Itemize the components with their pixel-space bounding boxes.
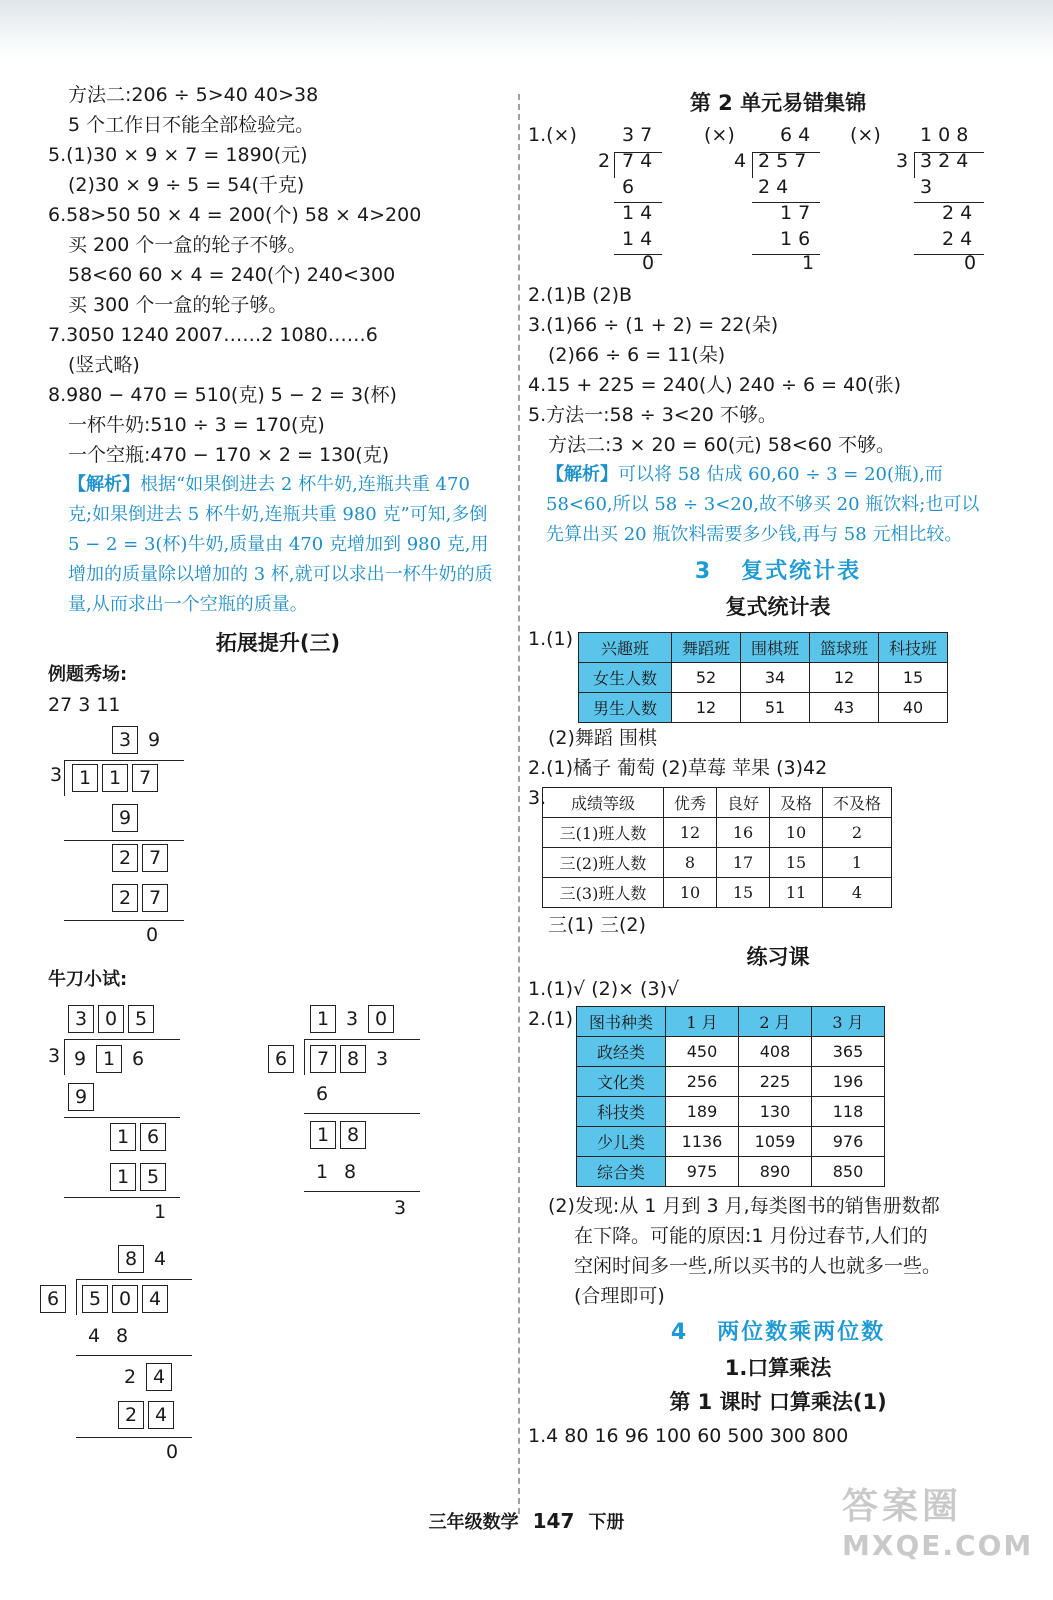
table-cell: 12 — [810, 663, 879, 693]
section-4-heading — [528, 1315, 1028, 1351]
table-cell: 408 — [739, 1037, 812, 1067]
table-header: 围棋班 — [741, 633, 810, 663]
long-division-trial-1 — [48, 1001, 208, 1221]
dividend: 2 5 7 — [758, 150, 807, 172]
table-header: 优秀 — [664, 788, 717, 818]
table3-block — [528, 1004, 1028, 1187]
text-line: 5 个工作日不能全部检验完。 — [68, 114, 315, 136]
quotient-box: 8 — [118, 1245, 144, 1273]
quotient-box: 0 — [368, 1005, 394, 1033]
text-line: 2.(1)橘子 葡萄 (2)草莓 苹果 (3)42 — [528, 757, 828, 779]
text-line: 买 300 个一盒的轮子够。 — [68, 294, 288, 316]
table-header: 1 月 — [666, 1007, 739, 1037]
text-line: 空闲时间多一些,所以买书的人也就多一些。 — [574, 1255, 942, 1277]
table-cell: 12 — [664, 818, 717, 848]
trial-label: 牛刀小试: — [48, 969, 128, 990]
remainder: 3 — [393, 1197, 407, 1219]
example-label: 例题秀场: — [48, 664, 128, 685]
quotient: 6 4 — [780, 124, 811, 146]
unit-title: 第 2 单元易错集锦 — [689, 91, 867, 115]
row-header: 男生人数 — [579, 693, 672, 723]
text-line: 7.3050 1240 2007……2 1080……6 — [48, 324, 378, 346]
analysis-text: 可以将 58 估成 60,60 ÷ 3 = 20(瓶),而 58<60,所以 58 ÷ 3<20,故不够买 20 瓶饮料;也可以先算出买 20 瓶饮料需要多少钱,再与 58 元相比较。 — [546, 464, 980, 545]
text-line: 一个空瓶:470 − 170 × 2 = 130(克) — [68, 444, 390, 466]
text-line: 5.(1)30 × 9 × 7 = 1890(元) — [48, 144, 308, 166]
table-cell: 10 — [770, 818, 823, 848]
table-cell: 40 — [879, 693, 948, 723]
dividend-digit: 6 — [131, 1048, 145, 1070]
q1-label: 1.(×) — [528, 124, 577, 146]
table-cell: 365 — [812, 1037, 885, 1067]
watermark-text: 答案圈 — [842, 1486, 963, 1527]
practice-title: 练习课 — [746, 945, 810, 969]
table-cell: 15 — [717, 878, 770, 908]
remainder: 0 — [145, 924, 159, 946]
step: 2 4 — [942, 228, 973, 250]
table-cell: 52 — [672, 663, 741, 693]
table-cell: 975 — [666, 1157, 739, 1187]
step: 3 — [920, 176, 933, 198]
dividend-box: 0 — [112, 1285, 138, 1313]
table-cell: 12 — [672, 693, 741, 723]
right-column — [528, 86, 1028, 1451]
dividend-digit: 9 — [73, 1048, 87, 1070]
row-header: 政经类 — [577, 1037, 666, 1067]
watermark-url: MXQE.COM — [842, 1529, 1034, 1562]
dividend-box: 1 — [72, 764, 98, 792]
row-header: 文化类 — [577, 1067, 666, 1097]
table-header: 及格 — [770, 788, 823, 818]
text-line: 3.(1)66 ÷ (1 + 2) = 22(朵) — [528, 314, 779, 336]
text-line: 在下降。可能的原因:1 月份过春节,人们的 — [574, 1225, 928, 1247]
table-cell: 196 — [812, 1067, 885, 1097]
q1-divisions — [528, 120, 1028, 280]
text-line: 58<60 60 × 4 = 240(个) 240<300 — [68, 264, 396, 286]
divisor: 3 — [896, 150, 909, 172]
row-header: 三(3)班人数 — [543, 878, 664, 908]
text-line: 6.58>50 50 × 4 = 200(个) 58 × 4>200 — [48, 204, 422, 226]
analysis-block — [528, 460, 986, 550]
step: 2 4 — [758, 176, 789, 198]
interest-class-table — [578, 632, 948, 723]
text-line: 8.980 − 470 = 510(克) 5 − 2 = 3(杯) — [48, 384, 397, 406]
step-box: 2 — [118, 1401, 144, 1429]
dividend-digit: 3 — [375, 1048, 389, 1070]
section-number: 3 — [694, 559, 713, 584]
long-division-trial-2 — [270, 1001, 440, 1221]
row-header: 综合类 — [577, 1157, 666, 1187]
table-header: 兴趣班 — [579, 633, 672, 663]
divisor-box: 6 — [40, 1285, 66, 1313]
quotient-digit: 4 — [153, 1248, 167, 1270]
grade-table — [542, 787, 892, 908]
table-cell: 850 — [812, 1157, 885, 1187]
section-title: 两位数乘两位数 — [717, 1320, 886, 1345]
step-box: 1 — [110, 1123, 136, 1151]
table-label: 2.(1) — [528, 1008, 574, 1030]
table-cell: 2 — [823, 818, 892, 848]
step-box: 1 — [110, 1163, 136, 1191]
text-line: (2)舞蹈 围棋 — [548, 727, 657, 749]
text-line: 1.(1)√ (2)× (3)√ — [528, 978, 680, 1000]
section-number: 4 — [670, 1320, 689, 1345]
step-box: 7 — [142, 844, 168, 872]
analysis-tag: 【解析】 — [68, 474, 140, 495]
row-header: 三(2)班人数 — [543, 848, 664, 878]
dividend-box: 4 — [142, 1285, 168, 1313]
example-line: 27 3 11 — [48, 694, 121, 716]
table-header: 不及格 — [823, 788, 892, 818]
dividend-box: 7 — [132, 764, 158, 792]
text-line: 三(1) 三(2) — [548, 914, 646, 936]
table-cell: 450 — [666, 1037, 739, 1067]
step: 1 7 — [780, 202, 811, 224]
analysis-text: 根据“如果倒进去 2 杯牛奶,连瓶共重 470 克;如果倒进去 5 杯牛奶,连瓶共重 980 克”可知,多倒 5 − 2 = 3(杯)牛奶,质量由 470 克增加到 980 克,用增加的质量除以增加的 3 杯,就可以求出一杯牛奶的质量,从而求出一个空瓶的质量。 — [68, 474, 493, 615]
remainder: 1 — [802, 252, 815, 274]
table-cell: 8 — [664, 848, 717, 878]
text-line: 一杯牛奶:510 ÷ 3 = 170(克) — [68, 414, 325, 436]
table1-block — [528, 624, 1028, 723]
dividend-box: 7 — [310, 1045, 336, 1073]
remainder: 1 — [153, 1201, 167, 1223]
table-cell: 17 — [717, 848, 770, 878]
quotient-digit: 3 — [345, 1008, 359, 1030]
text-line: 方法二:3 × 20 = 60(元) 58<60 不够。 — [548, 434, 896, 456]
text-line: (竖式略) — [68, 354, 140, 376]
dividend-box: 5 — [82, 1285, 108, 1313]
q1-mark: (×) — [850, 124, 881, 146]
step-digit: 8 — [343, 1161, 357, 1183]
lesson-title: 第 1 课时 口算乘法(1) — [669, 1390, 887, 1414]
table-cell: 11 — [770, 878, 823, 908]
table-cell: 51 — [741, 693, 810, 723]
dividend: 7 4 — [622, 150, 653, 172]
step-digit: 4 — [87, 1325, 101, 1347]
dividend-box: 1 — [96, 1045, 122, 1073]
divisor: 3 — [49, 764, 63, 786]
table-header: 3 月 — [812, 1007, 885, 1037]
vertical-division-2 — [728, 124, 838, 274]
table-label: 1.(1) — [528, 628, 574, 650]
quotient-box: 1 — [310, 1005, 336, 1033]
text-line: (2)66 ÷ 6 = 11(朵) — [548, 344, 726, 366]
table-cell: 1136 — [666, 1127, 739, 1157]
analysis-block — [48, 470, 498, 620]
table-cell: 118 — [812, 1097, 885, 1127]
text-line: (合理即可) — [574, 1285, 665, 1307]
sub-title: 1.口算乘法 — [724, 1356, 832, 1380]
section-title: 复式统计表 — [741, 559, 862, 584]
long-division-example — [48, 720, 508, 955]
table-cell: 15 — [770, 848, 823, 878]
book-sales-table — [576, 1006, 885, 1187]
table-cell: 15 — [879, 663, 948, 693]
section-3-heading — [528, 554, 1028, 590]
step-box: 6 — [140, 1123, 166, 1151]
quotient: 3 7 — [622, 124, 653, 146]
table-header: 科技班 — [879, 633, 948, 663]
footer-subject: 三年级数学 — [428, 1512, 519, 1533]
remainder: 0 — [165, 1441, 179, 1463]
table-cell: 130 — [739, 1097, 812, 1127]
table-cell: 256 — [666, 1067, 739, 1097]
step-box: 8 — [340, 1121, 366, 1149]
divisor: 4 — [734, 150, 747, 172]
sub-title: 复式统计表 — [725, 595, 831, 619]
table2-block — [528, 783, 1028, 908]
quotient-box: 0 — [98, 1005, 124, 1033]
long-division-trial-3 — [42, 1241, 212, 1461]
quotient-box: 3 — [68, 1005, 94, 1033]
vertical-division-3 — [892, 124, 1002, 274]
dividend: 3 2 4 — [920, 150, 969, 172]
step: 6 — [622, 176, 635, 198]
page-number: 147 — [532, 1509, 575, 1533]
table-cell: 43 — [810, 693, 879, 723]
text-line: 买 200 个一盒的轮子不够。 — [68, 234, 307, 256]
step-digit: 8 — [115, 1325, 129, 1347]
row-header: 少儿类 — [577, 1127, 666, 1157]
step-digit: 2 — [123, 1366, 137, 1388]
text-line: (2)30 × 9 ÷ 5 = 54(千克) — [68, 174, 305, 196]
text-line: 4.15 + 225 = 240(人) 240 ÷ 6 = 40(张) — [528, 374, 902, 396]
step: 1 6 — [780, 228, 811, 250]
table-header: 成绩等级 — [543, 788, 664, 818]
step-box: 4 — [148, 1401, 174, 1429]
step: 1 4 — [622, 228, 653, 250]
vertical-division-1 — [592, 124, 692, 274]
analysis-tag: 【解析】 — [546, 464, 618, 485]
step-box: 2 — [112, 884, 138, 912]
watermark-logo — [842, 1478, 1042, 1588]
table-cell: 1 — [823, 848, 892, 878]
text-line: 方法二:206 ÷ 5>40 40>38 — [68, 84, 319, 106]
text-line: 5.方法一:58 ÷ 3<20 不够。 — [528, 404, 777, 426]
remainder: 0 — [642, 252, 655, 274]
divisor: 2 — [598, 150, 611, 172]
table-header: 良好 — [717, 788, 770, 818]
text-line: (2)发现:从 1 月到 3 月,每类图书的销售册数都 — [548, 1195, 940, 1217]
table-header: 舞蹈班 — [672, 633, 741, 663]
divisor-box: 6 — [268, 1045, 294, 1073]
table-cell: 34 — [741, 663, 810, 693]
remainder: 0 — [964, 252, 977, 274]
table-cell: 4 — [823, 878, 892, 908]
column-divider — [518, 94, 520, 1514]
quotient: 1 0 8 — [920, 124, 969, 146]
step-box: 9 — [68, 1083, 94, 1111]
divisor: 3 — [47, 1045, 61, 1067]
row-header: 科技类 — [577, 1097, 666, 1127]
quotient-box: 3 — [112, 726, 138, 754]
table-cell: 189 — [666, 1097, 739, 1127]
step: 2 4 — [942, 202, 973, 224]
table-cell: 10 — [664, 878, 717, 908]
q1-mark: (×) — [704, 124, 735, 146]
footer-volume: 下册 — [588, 1512, 625, 1533]
table-cell: 890 — [739, 1157, 812, 1187]
table-header: 篮球班 — [810, 633, 879, 663]
text-line: 2.(1)B (2)B — [528, 284, 633, 306]
step-box: 4 — [146, 1363, 172, 1391]
dividend-box: 8 — [340, 1045, 366, 1073]
step: 1 4 — [622, 202, 653, 224]
text-line: 1.4 80 16 96 100 60 500 300 800 — [528, 1425, 849, 1447]
step-box: 1 — [310, 1121, 336, 1149]
table-cell: 976 — [812, 1127, 885, 1157]
top-banner — [0, 0, 1053, 60]
left-column — [48, 80, 508, 1475]
table-label: 3. — [528, 787, 547, 809]
row-header: 女生人数 — [579, 663, 672, 693]
step-box: 5 — [140, 1163, 166, 1191]
table-header: 2 月 — [739, 1007, 812, 1037]
row-header: 三(1)班人数 — [543, 818, 664, 848]
step-box: 7 — [142, 884, 168, 912]
dividend-box: 1 — [102, 764, 128, 792]
step-box: 2 — [112, 844, 138, 872]
table-cell: 225 — [739, 1067, 812, 1097]
step-box: 9 — [112, 804, 138, 832]
table-cell: 1059 — [739, 1127, 812, 1157]
step-digit: 6 — [315, 1083, 329, 1105]
quotient-digit: 9 — [147, 729, 161, 751]
expand-title: 拓展提升(三) — [215, 631, 341, 655]
trial-area — [48, 995, 508, 1475]
step-digit: 1 — [315, 1161, 329, 1183]
table-header: 图书种类 — [577, 1007, 666, 1037]
quotient-box: 5 — [128, 1005, 154, 1033]
table-cell: 16 — [717, 818, 770, 848]
